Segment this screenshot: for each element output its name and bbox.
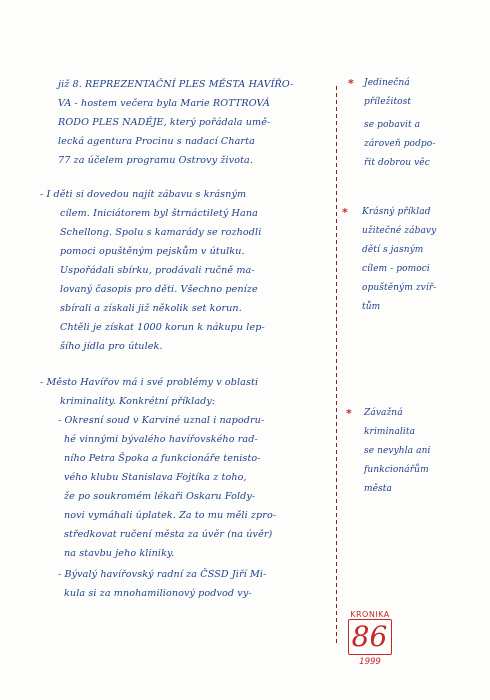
asterisk-marker: * — [348, 77, 354, 90]
text-line: středkovat ručení města za úvěr (na úvěr) — [64, 529, 273, 540]
text-line: cílem. Iniciátorem byl štrnáctiletý Hana — [60, 208, 258, 219]
text-line: sbírali a získali již několik set korun. — [60, 303, 242, 314]
note-line: cílem - pomoci — [362, 264, 430, 274]
text-line: kula si za mnohamilionový podvod vy- — [64, 588, 252, 599]
note-line: opuštěným zvíř- — [362, 283, 437, 293]
text-line: Schellong. Spolu s kamarády se rozhodli — [60, 227, 262, 238]
note-line: dětí s jasným — [362, 245, 424, 255]
margin-notes-column — [340, 0, 490, 700]
text-line: již 8. REPREZENTAČNÍ PLES MĚSTA HAVÍŘO- — [58, 79, 294, 90]
stamp-box — [348, 619, 392, 655]
text-line: Chtěli je získat 1000 korun k nákupu lep- — [60, 322, 265, 333]
note-line: Krásný příklad — [362, 207, 431, 217]
note-line: se nevyhla ani — [364, 446, 431, 456]
note-line: příležitost — [364, 97, 412, 107]
text-line: - Město Havířov má i své problémy v oblasti — [40, 377, 259, 388]
text-line: kriminality. Konkrétní příklady: — [60, 396, 216, 407]
stamp-label: KRONIKA — [350, 610, 390, 619]
text-line: novi vymáhali úplatek. Za to mu měli zpro- — [64, 510, 277, 521]
text-line: šího jídla pro útulek. — [60, 341, 163, 352]
text-line: že po soukromém lékaři Oskaru Foldy- — [64, 491, 256, 502]
text-line: lovaný časopis pro děti. Všechno peníze — [60, 284, 258, 295]
margin-divider — [336, 86, 337, 646]
note-line: Závažná — [364, 408, 403, 418]
text-line: - Okresní soud v Karviné uznal i napodru- — [58, 415, 265, 426]
stamp-year: 1999 — [359, 657, 381, 667]
note-line: tům — [362, 302, 381, 312]
text-line: VA - hostem večera byla Marie ROTTROVÁ — [58, 98, 270, 109]
note-line: se pobavit a — [364, 120, 421, 130]
text-line: RODO PLES NADĚJE, který pořádala umě- — [58, 117, 271, 128]
note-line: řit dobrou věc — [364, 158, 430, 168]
note-line: města — [364, 484, 392, 494]
text-line: - I děti si dovedou najít zábavu s krásným — [40, 189, 247, 200]
text-line: lecká agentura Procinu s nadací Charta — [58, 136, 255, 147]
note-line: kriminalita — [364, 427, 416, 437]
text-line: pomoci opuštěným pejskům v útulku. — [60, 246, 245, 257]
text-line: ního Petra Špoka a funkcionáře tenisto- — [64, 453, 261, 464]
note-line: Jedinečná — [364, 78, 410, 88]
note-line: užitečné zábavy — [362, 226, 437, 236]
chronicle-page-stamp — [345, 610, 395, 670]
asterisk-marker: * — [346, 407, 352, 420]
text-line: vého klubu Stanislava Fojtíka z toho, — [64, 472, 247, 483]
text-line: - Bývalý havířovský radní za ČSSD Jiří Mi- — [58, 569, 267, 580]
text-line: Uspořádali sbírku, prodávali ručně ma- — [60, 265, 255, 276]
text-line: hé vinnými bývalého havířovského rad- — [64, 434, 258, 445]
asterisk-marker: * — [342, 206, 348, 219]
note-line: funkcionářům — [364, 465, 429, 475]
page-number: 86 — [351, 620, 388, 653]
note-line: zároveň podpo- — [364, 139, 436, 149]
text-line: na stavbu jeho kliniky. — [64, 548, 175, 559]
text-line: 77 za účelem programu Ostrovy života. — [58, 155, 254, 166]
